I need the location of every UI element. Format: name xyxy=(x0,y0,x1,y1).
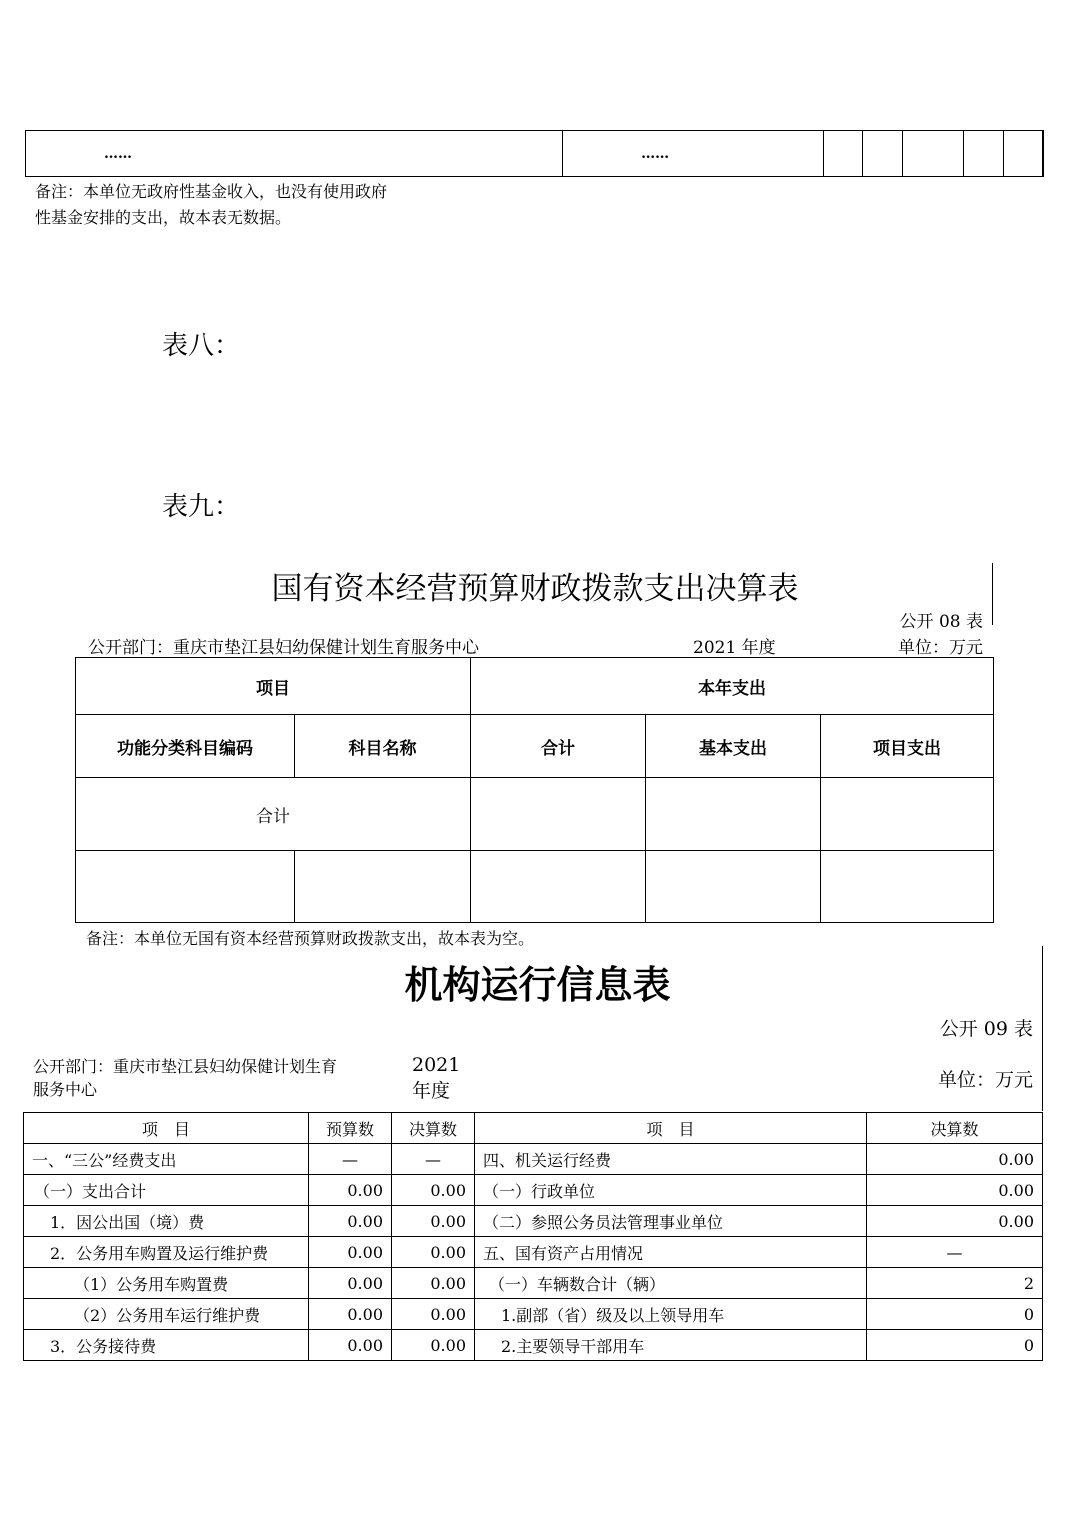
cell-text: 1．因公出国（境）费 xyxy=(50,1212,205,1232)
soe-table-code: 公开 08 表 xyxy=(899,612,983,632)
header-final-right-text: 决算数 xyxy=(930,1119,979,1139)
cell-text: 0.00 xyxy=(430,1335,466,1355)
top-table-empty-cell xyxy=(823,131,862,177)
org-header-final-left xyxy=(392,1113,475,1144)
row-left-label xyxy=(24,1237,309,1268)
table-row xyxy=(24,1237,1043,1268)
row-total-text: 合计 xyxy=(256,806,290,827)
row-right-label xyxy=(475,1268,867,1299)
col-total-label: 合计 xyxy=(541,738,575,759)
cell-text: — xyxy=(425,1149,441,1169)
col-project-label: 项目支出 xyxy=(873,738,941,759)
row-value xyxy=(867,1206,1043,1237)
soe-table-title: 国有资本经营预算财政拨款支出决算表 xyxy=(271,571,799,607)
row-budget xyxy=(309,1237,392,1268)
top-table-empty-cell xyxy=(902,131,963,177)
org-table-year xyxy=(412,1052,460,1104)
top-note-line-2: 性基金安排的支出，故本表无数据。 xyxy=(35,208,292,227)
cell-text: 1.副部（省）级及以上领导用车 xyxy=(501,1305,725,1325)
row-budget xyxy=(309,1144,392,1175)
top-table-empty-cell xyxy=(964,131,1004,177)
header-final-left-text: 决算数 xyxy=(408,1119,457,1139)
row-value xyxy=(867,1144,1043,1175)
row-left-label xyxy=(24,1144,309,1175)
table-row xyxy=(24,1299,1043,1330)
header-item-left-text: 项 目 xyxy=(141,1119,190,1139)
soe-col-total xyxy=(471,715,646,778)
col-code-label: 功能分类科目编码 xyxy=(117,738,253,759)
col-basic-label: 基本支出 xyxy=(699,738,767,759)
cell-text: — xyxy=(946,1242,963,1262)
soe-table-dept: 公开部门：重庆市垫江县妇幼保健计划生育服务中心 xyxy=(88,638,479,658)
cell-text: 0 xyxy=(1023,1304,1034,1324)
top-table-empty-cell xyxy=(863,131,902,177)
soe-col-code xyxy=(76,715,295,778)
row-right-label xyxy=(475,1330,867,1361)
cell-text: 五、国有资产占用情况 xyxy=(483,1243,644,1263)
soe-col-project xyxy=(821,715,994,778)
soe-empty-cell xyxy=(646,851,821,923)
soe-header-item xyxy=(76,658,471,715)
cell-text: （二）参照公务员法管理事业单位 xyxy=(483,1212,724,1232)
row-budget xyxy=(309,1330,392,1361)
row-budget xyxy=(309,1299,392,1330)
cell-text: （一）行政单位 xyxy=(483,1181,596,1201)
row-right-label xyxy=(475,1206,867,1237)
row-final xyxy=(392,1237,475,1268)
org-header-item-left xyxy=(24,1113,309,1144)
top-table-empty-cell xyxy=(1004,131,1043,177)
row-left-label xyxy=(24,1330,309,1361)
soe-table-year: 2021 年度 xyxy=(693,638,776,658)
cell-text: 0.00 xyxy=(998,1211,1034,1231)
cell-text: 0.00 xyxy=(347,1304,383,1324)
org-dept-line-1: 公开部门：重庆市垫江县妇幼保健计划生育 xyxy=(33,1057,338,1076)
row-right-label xyxy=(475,1237,867,1268)
cell-text: 0.00 xyxy=(430,1273,466,1293)
table-row xyxy=(24,1144,1043,1175)
soe-empty-cell xyxy=(821,851,994,923)
org-header-budget xyxy=(309,1113,392,1144)
soe-empty-cell xyxy=(821,778,994,851)
soe-empty-cell xyxy=(646,778,821,851)
row-left-label xyxy=(24,1299,309,1330)
org-table-dept xyxy=(33,1055,337,1101)
cell-text: （2）公务用车运行维护费 xyxy=(74,1305,261,1325)
cell-text: 0.00 xyxy=(998,1180,1034,1200)
table-row xyxy=(24,1175,1043,1206)
cell-text: （一）支出合计 xyxy=(34,1181,147,1201)
ellipsis-text: …… xyxy=(104,145,132,162)
header-item-right-text: 项 目 xyxy=(646,1119,695,1139)
row-final xyxy=(392,1175,475,1206)
org-table xyxy=(23,1112,1043,1361)
row-right-label xyxy=(475,1175,867,1206)
row-left-label xyxy=(24,1175,309,1206)
cell-text: 0.00 xyxy=(430,1304,466,1324)
soe-table xyxy=(75,657,994,923)
cell-text: 0.00 xyxy=(347,1242,383,1262)
header-item-label: 项目 xyxy=(256,678,290,699)
org-header-final-right xyxy=(867,1113,1043,1144)
ellipsis-text: …… xyxy=(641,145,670,162)
soe-col-name xyxy=(295,715,471,778)
row-budget xyxy=(309,1268,392,1299)
cell-text: 四、机关运行经费 xyxy=(483,1150,612,1170)
org-table-title: 机构运行信息表 xyxy=(404,963,671,1007)
org-year-line-2: 年度 xyxy=(412,1080,451,1102)
heading-table-9: 表九： xyxy=(162,492,241,522)
cell-text: 0.00 xyxy=(998,1149,1034,1169)
row-value xyxy=(867,1330,1043,1361)
row-budget xyxy=(309,1206,392,1237)
table-row xyxy=(24,1206,1043,1237)
row-final xyxy=(392,1330,475,1361)
row-left-label xyxy=(24,1206,309,1237)
top-table xyxy=(25,130,1044,177)
cell-text: 0.00 xyxy=(347,1180,383,1200)
org-year-line-1: 2021 xyxy=(412,1054,461,1076)
cell-text: 0.00 xyxy=(430,1211,466,1231)
row-final xyxy=(392,1268,475,1299)
cell-text: 0.00 xyxy=(347,1273,383,1293)
row-right-label xyxy=(475,1299,867,1330)
header-budget-text: 预算数 xyxy=(325,1119,374,1139)
org-dept-line-2: 服务中心 xyxy=(33,1080,98,1099)
soe-empty-cell xyxy=(76,851,295,923)
org-table-unit: 单位：万元 xyxy=(937,1069,1033,1091)
row-final xyxy=(392,1299,475,1330)
row-value xyxy=(867,1299,1043,1330)
table-row xyxy=(24,1268,1043,1299)
org-header-item-right xyxy=(475,1113,867,1144)
soe-empty-cell xyxy=(471,851,646,923)
soe-header-expense xyxy=(471,658,994,715)
top-note-line-1: 备注：本单位无政府性基金收入，也没有使用政府 xyxy=(35,182,388,201)
row-final xyxy=(392,1206,475,1237)
top-table-cell-b xyxy=(563,131,824,177)
cell-text: 2 xyxy=(1023,1273,1034,1293)
top-table-cell-a xyxy=(26,131,563,177)
soe-row-total-label xyxy=(76,778,471,851)
soe-table-unit: 单位：万元 xyxy=(898,638,983,658)
header-expense-label: 本年支出 xyxy=(698,678,766,699)
col-name-label: 科目名称 xyxy=(348,738,417,759)
soe-empty-cell xyxy=(471,778,646,851)
heading-table-8: 表八： xyxy=(162,331,241,361)
cell-text: 3．公务接待费 xyxy=(50,1336,157,1356)
cell-text: 2．公务用车购置及运行维护费 xyxy=(50,1243,269,1263)
cell-text: 0 xyxy=(1023,1335,1034,1355)
soe-empty-cell xyxy=(295,851,471,923)
row-right-label xyxy=(475,1144,867,1175)
top-table-empty-cell xyxy=(1043,131,1044,177)
row-left-label xyxy=(24,1268,309,1299)
table-row xyxy=(24,1330,1043,1361)
soe-table-note: 备注：本单位无国有资本经营预算财政拨款支出，故本表为空。 xyxy=(86,929,535,948)
row-value xyxy=(867,1175,1043,1206)
org-table-code: 公开 09 表 xyxy=(939,1018,1033,1040)
cell-text: 一、“三公”经费支出 xyxy=(32,1150,177,1170)
cell-text: 0.00 xyxy=(430,1242,466,1262)
cell-text: （1）公务用车购置费 xyxy=(74,1274,229,1294)
row-budget xyxy=(309,1175,392,1206)
cell-text: — xyxy=(342,1149,358,1169)
cell-text: 0.00 xyxy=(430,1180,466,1200)
cell-text: 2.主要领导干部用车 xyxy=(501,1336,645,1356)
cell-text: 0.00 xyxy=(347,1335,383,1355)
cell-text: 0.00 xyxy=(347,1211,383,1231)
row-value xyxy=(867,1237,1043,1268)
row-final xyxy=(392,1144,475,1175)
row-value xyxy=(867,1268,1043,1299)
top-note xyxy=(35,179,387,231)
soe-col-basic xyxy=(646,715,821,778)
cell-text: （一）车辆数合计（辆） xyxy=(489,1274,666,1294)
